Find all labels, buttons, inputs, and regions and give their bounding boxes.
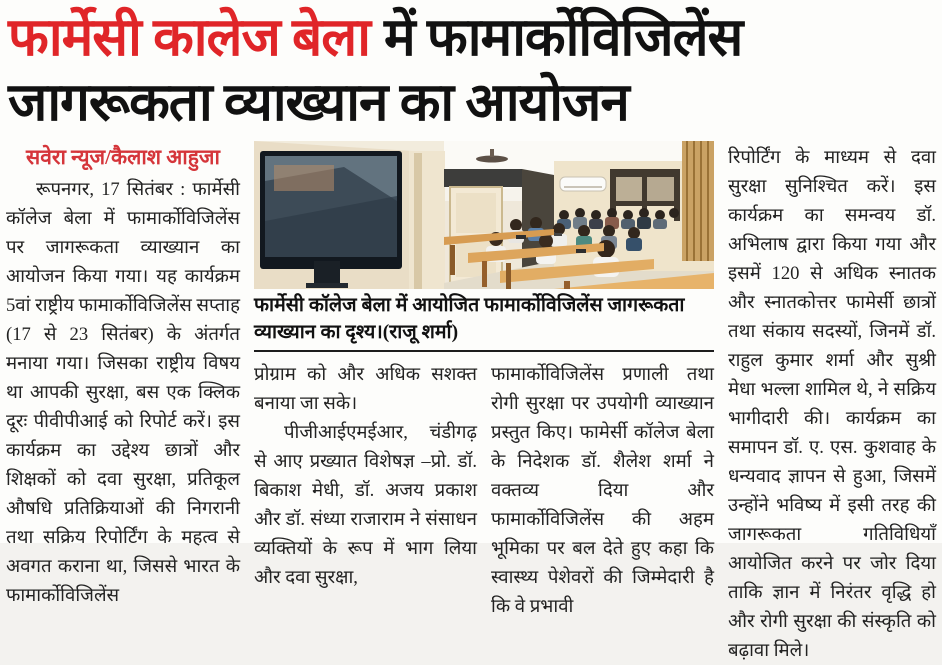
classroom-photo [254,141,714,289]
headline-line-1 [8,6,936,71]
column-1 [6,141,240,610]
photo-caption: फार्मेसी कॉलेज बेला में आयोजित फामार्कोविजिलेंस जागरूकता व्याख्यान का दृश्य।(राजू शर्मा) [254,289,714,352]
column-4-text: रिपोर्टिंग के माध्यम से दवा सुरक्षा सुनिश्चित करें। इस कार्यक्रम का समन्वय डॉ. अभिलाष द्वारा किया गया और इसमें 120 से अधिक स्नातक और स्नातकोत्तर फामेर्सी छात्रों तथा संकाय सदस्यों, जिनमें डॉ. राहुल कुमार शर्मा और सुश्री मेधा भल्ला शामिल थे, ने सक्रिय भागीदारी की। कार्यक्रम का समापन डॉ. ए. एस. कुशवाह के धन्यवाद ज्ञापन से हुआ, जिसमें उन्होंने भविष्य में इसी तरह की जागरूकता गतिविधियाँ आयोजित करने पर जोर दिया ताकि ज्ञान में निरंतर वृद्धि हो और रोगी सुरक्षा की संस्कृति को बढ़ावा मिले। [728,147,936,662]
column-2-paragraph-1: प्रोग्राम को और अधिक सशक्त बनाया जा सके। [254,364,477,415]
column-3-text: फामार्कोविजिलेंस प्रणाली तथा रोगी सुरक्षा पर उपयोगी व्याख्यान प्रस्तुत किए। फामेर्सी कॉलेज बेला के निदेशक डॉ. शैलेश शर्मा ने वक्तव्य दिया और फामार्कोविजिलेंस की अहम भूमिका पर बल देते हुए कहा कि स्वास्थ्य पेशेवरों की जिम्मेदारी है कि वे प्रभावी [491,364,714,618]
byline: सवेरा न्यूज/कैलाश आहुजा [26,145,220,170]
headline-black-part: में फामार्कोविजिलेंस [383,9,743,67]
headline [8,6,936,135]
column-3 [491,360,714,621]
article-body [6,141,936,665]
headline-red-part: फार्मेसी कालेज बेला [8,9,370,67]
column-1-text: रूपनगर, 17 सितंबर : फार्मेसी कॉलेज बेला में फामार्कोविजिलेंस पर जागरूकता व्याख्यान का आयोजन किया गया। यह कार्यक्रम 5वां राष्ट्रीय फामार्कोविजिलेंस सप्ताह (17 से 23 सितंबर) के अंतर्गत मनाया गया। जिसका राष्ट्रीय विषय था आपकी सुरक्षा, बस एक क्लिक दूरः पीवीपीआई को रिपोर्ट करें। इस कार्यक्रम का उद्देश्य छात्रों और शिक्षकों को दवा सुरक्षा, प्रतिकूल औषधि प्रतिक्रियाओं की निगरानी तथा सक्रिय रिपोर्टिंग के महत्व से अवगत कराना था, जिससे भारत के फामार्कोविजिलेंस [6,179,240,607]
column-2-paragraph-2: पीजीआईएमईआर, चंडीगढ़ से आए प्रख्यात विशेषज्ञ –प्रो. डॉ. बिकाश मेधी, डॉ. अजय प्रकाश और डॉ. संध्या राजाराम ने संसाधन व्यक्तियों के रूप में भाग लिया और दवा सुरक्षा, [254,422,477,589]
headline-line-2: जागरूकता व्याख्यान का आयोजन [8,73,629,132]
column-2 [254,360,477,621]
middle-section [254,141,714,621]
column-4 [728,141,936,665]
middle-text-columns [254,360,714,621]
